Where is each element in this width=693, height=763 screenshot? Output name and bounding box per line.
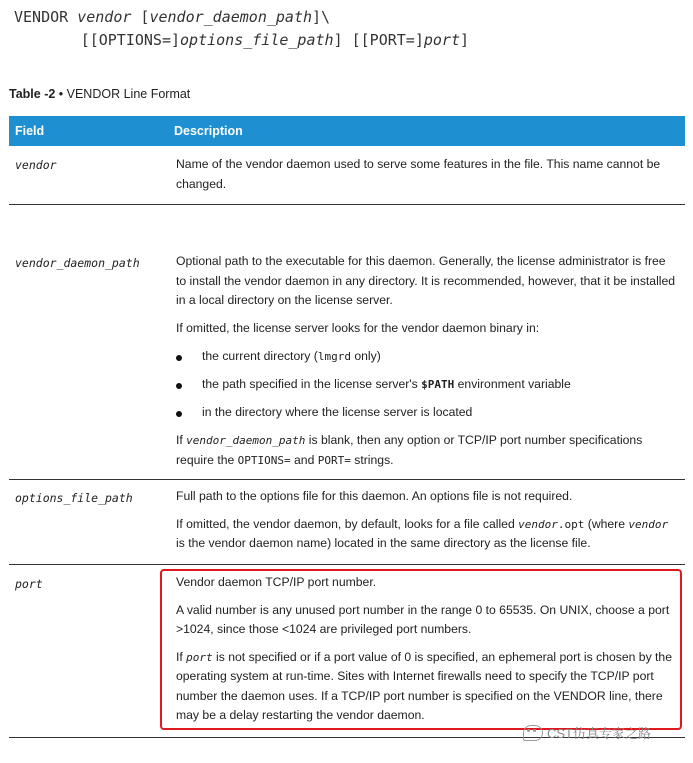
row-divider — [9, 204, 685, 205]
syntax-arg-port: port — [423, 31, 460, 49]
bullet-text: only) — [350, 349, 381, 363]
syntax-arg-path: vendor_daemon_path — [149, 8, 313, 26]
caption-label: Table -2 — [9, 87, 56, 101]
wechat-icon — [523, 725, 543, 741]
desc-paragraph — [176, 431, 676, 470]
watermark-text: CST仿真专家之路 — [547, 726, 652, 741]
table-header — [9, 116, 685, 146]
desc-code: PORT= — [317, 453, 351, 467]
desc-text: If — [176, 433, 187, 447]
syntax-keyword: VENDOR — [14, 8, 78, 26]
desc-vendor-daemon-path-note — [176, 431, 676, 478]
syntax-bracket: [ — [131, 8, 150, 26]
desc-vendor-daemon-path — [176, 252, 676, 346]
header-field: Field — [15, 124, 45, 138]
desc-options-file-path — [176, 487, 676, 562]
syntax-options-keyword: [[OPTIONS=] — [80, 31, 181, 49]
desc-code: vendor — [628, 517, 669, 531]
desc-vendor — [176, 155, 676, 202]
desc-code: vendor — [518, 517, 558, 531]
syntax-bracket: ] — [460, 31, 470, 49]
desc-paragraph: Vendor daemon TCP/IP port number. — [176, 575, 377, 589]
desc-text: If omitted, the vendor daemon, by default, looks for a file called — [176, 516, 519, 531]
syntax-block — [14, 6, 469, 52]
field-options-file-path: options_file_path — [15, 491, 133, 505]
desc-paragraph: Name of the vendor daemon used to serve some features in the file. This name cannot be changed. — [176, 157, 661, 191]
desc-code: OPTIONS= — [237, 453, 291, 467]
bullet-icon — [176, 383, 182, 389]
desc-text: If — [176, 649, 187, 664]
desc-paragraph: Full path to the options file for this daemon. An options file is not required. — [176, 489, 573, 503]
bullet-text: environment variable — [454, 377, 571, 391]
desc-text: and — [290, 452, 318, 467]
syntax-arg-vendor: vendor — [77, 8, 132, 26]
bullet-text: the current directory ( — [202, 349, 318, 363]
desc-code: .opt — [557, 517, 585, 531]
bullet-code: $PATH — [421, 378, 455, 391]
desc-text: strings. — [350, 452, 394, 467]
syntax-arg-options: options_file_path — [180, 31, 334, 49]
table-caption — [9, 87, 190, 101]
bullet-code: lmgrd — [317, 350, 351, 363]
bullet-icon — [176, 411, 182, 417]
desc-text: (where — [584, 516, 629, 531]
syntax-bracket: ]\ — [312, 8, 331, 26]
row-divider — [9, 479, 685, 480]
field-vendor: vendor — [15, 158, 57, 172]
desc-paragraph: A valid number is any unused port number in the range 0 to 65535. On UNIX, choose a port >1024, since those <1024 are privileged port numbers. — [176, 602, 670, 636]
desc-code: vendor_daemon_path — [186, 434, 306, 447]
highlight-box — [160, 569, 682, 730]
desc-paragraph: Optional path to the executable for this daemon. Generally, the license administrator is free to install the vendor daemon in any directory. It is recommended, however, that it be installed in a local directory on the license server. — [176, 254, 676, 307]
desc-text: is blank, then any option or TCP/IP port number specifications require the — [176, 433, 643, 467]
caption-title: • VENDOR Line Format — [55, 87, 191, 101]
desc-code: port — [186, 650, 213, 664]
desc-paragraph: If omitted, the license server looks for the vendor daemon binary in: — [176, 320, 540, 335]
field-port: port — [15, 577, 43, 591]
field-vendor-daemon-path: vendor_daemon_path — [15, 256, 140, 270]
bullet-text: in the directory where the license server is located — [202, 405, 473, 419]
syntax-port-keyword: ] [[PORT=] — [333, 31, 424, 49]
bullet-text: the path specified in the license server's — [202, 377, 422, 391]
header-description: Description — [174, 124, 243, 138]
row-divider — [9, 564, 685, 565]
desc-text: is the vendor daemon name) located in the same directory as the license file. — [176, 536, 591, 550]
bullet-icon — [176, 355, 182, 361]
desc-text: is not specified or if a port value of 0 is specified, an ephemeral port is chosen by the operating system at run-time. Sites with Internet firewalls need to specify the TCP/IP port number the daemon uses. If a TCP/IP port number is specified on the VENDOR line, there may be a delay restarting the vendor daemon. — [176, 649, 672, 722]
desc-paragraph — [176, 515, 676, 554]
watermark — [523, 723, 651, 742]
